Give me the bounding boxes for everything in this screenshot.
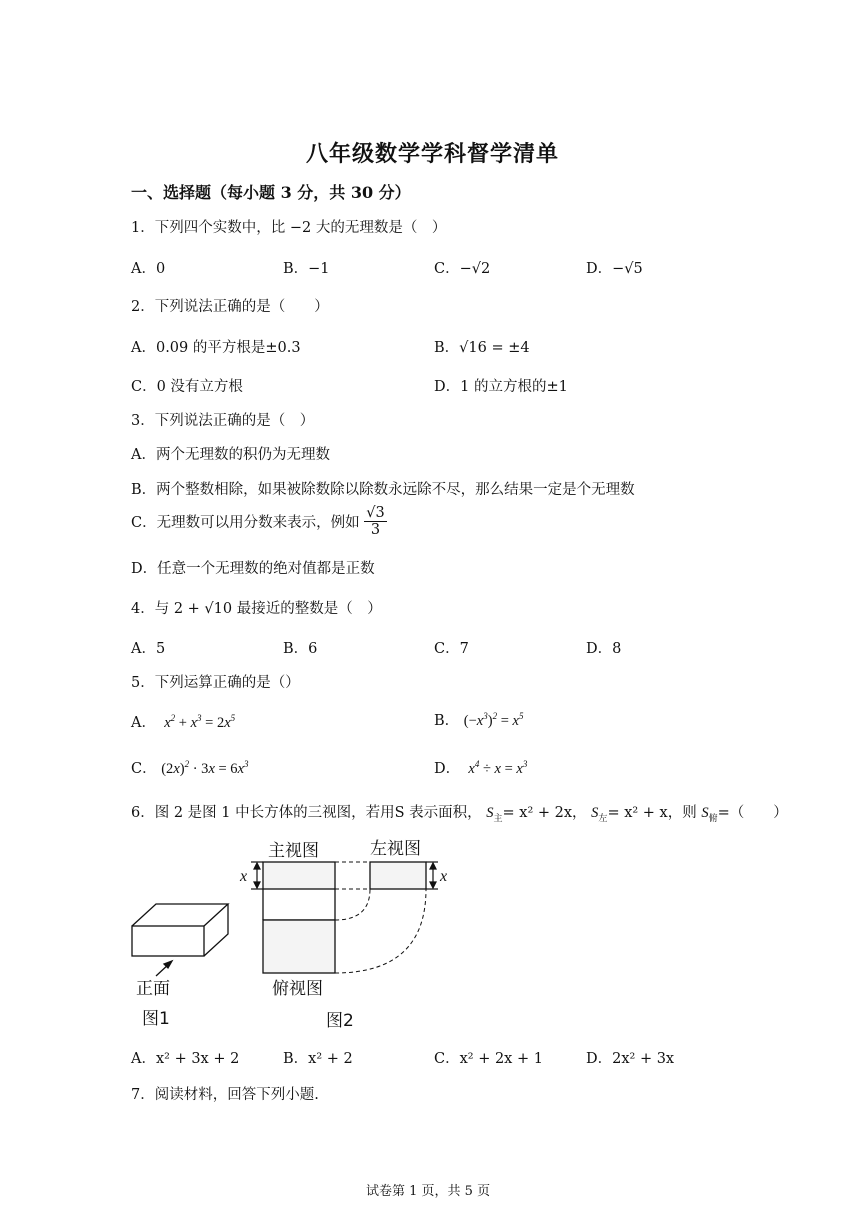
q5-option-b-label: B． xyxy=(434,713,460,729)
q6-eq3: =（ ） xyxy=(717,805,788,821)
q4-option-d: D．8 xyxy=(586,641,622,657)
q6-stem-text: 6．图 2 是图 1 中长方体的三视图，若用S 表示面积， xyxy=(131,805,482,821)
left-view-label: 左视图 xyxy=(370,839,421,859)
page-title: 八年级数学学科督学清单 xyxy=(306,141,560,167)
question-2-stem: 2．下列说法正确的是（ ） xyxy=(131,299,329,315)
q6-option-b: B．x² + 2 xyxy=(283,1051,353,1067)
projection-arc-small xyxy=(335,889,370,920)
front-arrow xyxy=(156,961,172,976)
q3-option-d: D．任意一个无理数的绝对值都是正数 xyxy=(131,561,375,577)
cuboid-drawing xyxy=(132,904,228,956)
section-heading: 一、选择题（每小题 3 分，共 30 分） xyxy=(131,183,411,202)
q5-option-d-formula: $x^4 \div x = x^3$ xyxy=(464,759,528,777)
q6-s-left-sub: 左 xyxy=(598,812,608,823)
q6-eq1: = x² + 2x， xyxy=(502,805,587,821)
q5-option-d-label: D． xyxy=(434,761,461,777)
left-view-rect xyxy=(370,862,426,889)
q2-option-a: A．0.09 的平方根是±0.3 xyxy=(131,340,301,356)
dimension-left xyxy=(251,862,263,889)
question-5-stem: 5．下列运算正确的是（） xyxy=(131,675,300,691)
q4-option-c: C．7 xyxy=(434,641,469,657)
dimension-right xyxy=(426,862,438,889)
q6-option-c: C．x² + 2x + 1 xyxy=(434,1051,543,1067)
fig2-label: 图2 xyxy=(326,1011,354,1031)
q5-option-c-label: C． xyxy=(131,761,157,777)
q4-option-a: A．5 xyxy=(131,641,166,657)
q3-option-c-text: C．无理数可以用分数来表示，例如 xyxy=(131,515,360,531)
q1-option-c: C．−√2 xyxy=(434,261,491,277)
q5-option-c xyxy=(131,757,249,778)
q1-option-b: B．−1 xyxy=(283,261,330,277)
question-6-stem: 6．图 2 是图 1 中长方体的三视图，若用S 表示面积， $S_主= x^2 + 2x$， $S_左= x^2 + x$，则 $S_俯=$（ ） xyxy=(131,805,788,823)
front-label: 正面 xyxy=(136,979,170,999)
q3-fraction-numerator: √3 xyxy=(366,505,385,521)
q3-fraction xyxy=(364,505,386,538)
q3-option-c xyxy=(131,505,387,538)
q6-option-d: D．2x² + 3x xyxy=(586,1051,675,1067)
page-footer: 试卷第 1 页，共 5 页 xyxy=(366,1184,491,1199)
dimension-left-x: x xyxy=(240,868,248,885)
q1-option-d: D．−√5 xyxy=(586,261,643,277)
q6-s-main-sub: 主 xyxy=(493,812,503,823)
q5-option-a-formula: $x^2 + x^3 = 2x^5$ xyxy=(160,713,236,731)
question-1-stem: 1．下列四个实数中，比 −2 大的无理数是（ ） xyxy=(131,220,447,236)
top-view-rect xyxy=(263,920,335,973)
top-view-label: 俯视图 xyxy=(272,979,323,999)
q5-option-d xyxy=(434,757,527,778)
q4-option-b: B．6 xyxy=(283,641,318,657)
q5-option-c-formula: $(2x)^2 \cdot 3x = 6x^3$ xyxy=(161,759,249,777)
q2-option-b: B．√16 = ±4 xyxy=(434,340,530,356)
dimension-right-x: x xyxy=(440,868,448,885)
q2-option-d: D．1 的立方根的±1 xyxy=(434,379,568,395)
projection-arc-large xyxy=(335,889,426,973)
q3-option-b: B．两个整数相除，如果被除数除以除数永远除不尽，那么结果一定是个无理数 xyxy=(131,482,635,498)
question-4-stem: 4．与 2 + √10 最接近的整数是（ ） xyxy=(131,601,382,617)
main-view-label: 主视图 xyxy=(268,841,319,861)
q6-option-a: A．x² + 3x + 2 xyxy=(131,1051,240,1067)
question-7-stem: 7．阅读材料，回答下列小题. xyxy=(131,1087,319,1103)
q6-s-top-sub: 俯 xyxy=(708,812,718,823)
question-3-stem: 3．下列说法正确的是（ ） xyxy=(131,413,315,429)
main-view-rect xyxy=(263,862,335,889)
q5-option-a xyxy=(131,711,235,732)
fig1-label: 图1 xyxy=(142,1009,170,1029)
q3-option-a: A．两个无理数的积仍为无理数 xyxy=(131,447,330,463)
q1-option-a: A．0 xyxy=(131,261,166,277)
q3-fraction-denominator: 3 xyxy=(370,522,381,538)
q6-eq2: = x² + x，则 xyxy=(607,805,697,821)
q5-option-a-label: A． xyxy=(131,715,156,731)
q6-figure xyxy=(120,830,460,1040)
q5-option-b xyxy=(434,709,523,730)
q5-option-b-formula: $(-x^3)^2 = x^5$ xyxy=(463,711,524,729)
q2-option-c: C．0 没有立方根 xyxy=(131,379,243,395)
